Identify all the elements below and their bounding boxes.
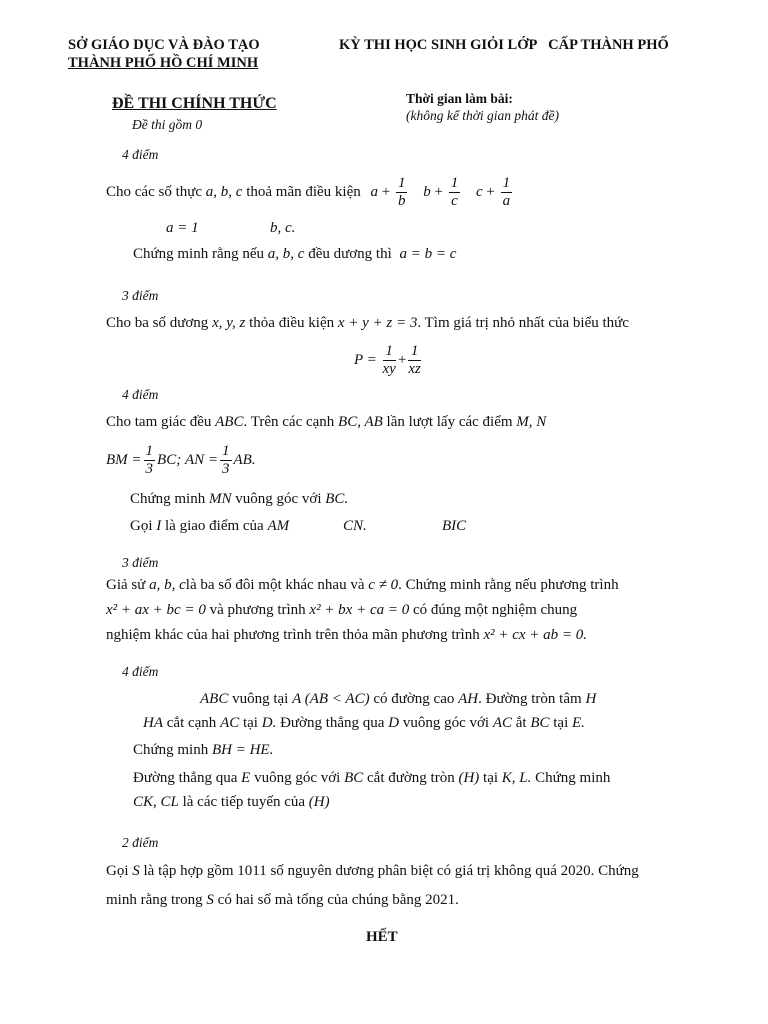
q1-frac-1-den: b: [397, 193, 406, 210]
q6-l2a: minh rằng trong: [106, 892, 203, 908]
q1-cond: thoả mãn điều kiện: [246, 184, 361, 200]
q1-op-1: +: [381, 184, 391, 200]
q2-cond: thỏa điều kiện: [249, 315, 335, 331]
q3-ab: AB.: [233, 452, 256, 468]
q5-part-b-line-2: [133, 794, 330, 811]
q3-b-cn: CN.: [343, 518, 367, 534]
q2-frac-2-den: xz: [408, 361, 421, 378]
q3-a-pre: Chứng minh: [130, 491, 206, 507]
q5-b1h: K, L.: [501, 770, 532, 786]
q5-b1i: Chứng minh: [535, 770, 611, 786]
q5-l2e: D.: [261, 715, 277, 731]
q3-b-am: AM: [267, 518, 290, 534]
q4-l1d: . Chứng minh rằng nếu phương trình: [398, 577, 619, 593]
end-marker: HẾT: [366, 929, 398, 945]
q5-part-a: [133, 742, 273, 759]
q1-prove-mid: đều dương thì: [308, 246, 392, 262]
q1-op-2: +: [434, 184, 443, 200]
q2-frac-1-den: xy: [382, 361, 396, 378]
q5-b1b: E: [241, 770, 251, 786]
q1-term-1: a: [370, 184, 379, 200]
q5-l2a: HA: [143, 715, 163, 731]
q5-b2a: CK, CL: [133, 794, 179, 810]
q6-l2b: S: [206, 892, 214, 908]
q3-part-a: [130, 491, 348, 508]
q5-l1e: . Đường tròn tâm: [478, 691, 582, 707]
q4-line-2: [106, 602, 577, 619]
q5-l1c: có đường cao: [373, 691, 455, 707]
q2-ask: . Tìm giá trị nhỏ nhất của biểu thức: [417, 315, 629, 331]
q1-vars: a, b, c: [205, 184, 243, 200]
q4-eq-1: x² + ax + bc = 0: [106, 602, 206, 618]
q5-b2b: là các tiếp tuyến của: [182, 794, 306, 810]
q4-points: 3 điểm: [122, 555, 159, 570]
q5-line-1: [200, 691, 596, 708]
q4-line-3: [106, 627, 587, 644]
q5-l1a: vuông tại: [232, 691, 289, 707]
q3-frac-2: [220, 443, 232, 478]
q3-b-i: I: [156, 518, 162, 534]
q5-l2k: BC: [530, 715, 550, 731]
q5-b1f: (H): [458, 770, 480, 786]
q4-eq-2: x² + bx + ca = 0: [309, 602, 410, 618]
q1-frac-3: [501, 175, 513, 210]
q6-points: 2 điểm: [122, 835, 159, 850]
q5-l2g: D: [388, 715, 400, 731]
q5-l1d: AH: [458, 691, 479, 707]
q3-line-1: [106, 414, 546, 431]
q5-l2l: tại: [553, 715, 569, 731]
exam-title-text: KỲ THI HỌC SINH GIỎI LỚP: [339, 37, 537, 53]
q1-prove: [133, 246, 456, 263]
q3-line-2: [106, 440, 256, 480]
q3-sides: BC, AB: [338, 414, 383, 430]
q3-frac-2-num: 1: [222, 443, 230, 460]
official-label: ĐỀ THI CHÍNH THỨC: [112, 95, 277, 112]
q2-points: 3 điểm: [122, 288, 159, 303]
q3-part-b: [130, 518, 289, 535]
q2-frac-2: [408, 343, 421, 378]
time-note: (không kể thời gian phát đề): [406, 108, 560, 123]
q5-tri: ABC: [200, 691, 229, 707]
q4-l1v: a, b, c: [149, 577, 186, 593]
q3-a-mid: vuông góc với: [235, 491, 322, 507]
q5-l1f: H: [585, 691, 597, 707]
q5-l2j: ắt: [515, 715, 527, 731]
q3-a-mn: MN: [208, 491, 232, 507]
q1-bc: b, c.: [270, 220, 296, 236]
q4-l2b: và phương trình: [209, 602, 306, 618]
q2-frac-1: [383, 343, 396, 378]
q1-intro: Cho các số thực: [106, 184, 203, 200]
q2-p: P =: [354, 352, 377, 368]
q3-b-mid: là giao điểm của: [165, 518, 264, 534]
q3-an: AN =: [184, 452, 218, 468]
q1-term-2: b: [423, 184, 431, 200]
q3-bc: BC;: [157, 452, 182, 468]
q4-l1c: c ≠ 0: [368, 577, 399, 593]
q1-frac-1: [396, 175, 408, 210]
q3-frac-2-den: 3: [222, 461, 230, 478]
time-label: Thời gian làm bài:: [406, 91, 513, 106]
q5-a-eq: BH = HE.: [211, 742, 274, 758]
exam-title: [339, 37, 669, 54]
q5-l2h: vuông góc với: [402, 715, 490, 731]
q2-vars: x, y, z: [212, 315, 246, 331]
q1-points: 4 điểm: [122, 147, 159, 162]
q5-b1g: tại: [483, 770, 499, 786]
q5-l2c: AC: [220, 715, 240, 731]
q3-b-pre: Gọi: [130, 518, 153, 534]
q5-points: 4 điểm: [122, 664, 159, 679]
q5-l2f: Đường thẳng qua: [280, 715, 385, 731]
q1-prove-eq: a = b = c: [399, 246, 457, 262]
q1-frac-3-den: a: [502, 193, 511, 210]
q1-frac-2-den: c: [451, 193, 458, 210]
q5-l2i: AC: [492, 715, 512, 731]
q1-line-1: [106, 172, 514, 212]
q5-b2c: (H): [308, 794, 330, 810]
q5-part-b-line-1: [133, 770, 610, 787]
q3-frac-1-num: 1: [145, 443, 154, 460]
q5-l1b: A (AB < AC): [292, 691, 370, 707]
q1-frac-2: [449, 175, 461, 210]
q5-b1c: vuông góc với: [254, 770, 341, 786]
exam-level: CẤP THÀNH PHỐ: [548, 37, 669, 53]
q4-line-1: [106, 577, 619, 594]
q2-plus: +: [397, 352, 407, 368]
q5-b1e: cắt đường tròn: [367, 770, 455, 786]
q1-prove-text: Chứng minh rằng nếu: [133, 246, 265, 262]
q5-a-pre: Chứng minh: [133, 742, 209, 758]
q4-l1b: là ba số đôi một khác nhau và: [185, 577, 365, 593]
q4-l3a: nghiệm khác của hai phương trình trên thỏa mãn phương trình: [106, 627, 480, 643]
q2-line-1: [106, 315, 629, 332]
q4-eq-3: x² + cx + ab = 0.: [483, 627, 588, 643]
q2-intro: Cho ba số dương: [106, 315, 209, 331]
page-count: Đề thi gồm 0: [132, 117, 203, 132]
q3-mid: . Trên các cạnh: [243, 414, 335, 430]
q6-l1c: là tập hợp gồm 1011 số nguyên dương phân biệt có giá trị không quá 2020. Chứng: [143, 863, 639, 879]
q3-take: lần lượt lấy các điểm: [386, 414, 513, 430]
q5-line-2: [143, 715, 585, 732]
q5-l2m: E.: [572, 715, 585, 731]
q1-a-eq: a = 1: [166, 220, 199, 236]
q3-tri: ABC: [215, 414, 244, 430]
q5-b1d: BC: [344, 770, 364, 786]
q5-b1a: Đường thẳng qua: [133, 770, 238, 786]
q3-pts: M, N: [516, 414, 547, 430]
q1-frac-2-num: 1: [450, 175, 459, 192]
q3-a-bc: BC.: [325, 491, 349, 507]
q3-points: 4 điểm: [122, 387, 159, 402]
department-line-1: SỞ GIÁO DỤC VÀ ĐÀO TẠO: [68, 37, 260, 53]
q1-term-3: c: [475, 184, 483, 200]
q4-l2c: có đúng một nghiệm chung: [413, 602, 578, 618]
q2-expression: [354, 340, 423, 380]
q3-b-bic: BIC: [442, 518, 467, 534]
q3-bm: BM =: [106, 452, 142, 468]
q6-l2c: có hai số mà tổng của chúng bằng 2021.: [217, 892, 459, 908]
q3-intro: Cho tam giác đều: [106, 414, 212, 430]
department-line-2: THÀNH PHỐ HỒ CHÍ MINH: [68, 55, 259, 71]
q2-eq: x + y + z = 3: [337, 315, 418, 331]
q6-l1a: Gọi: [106, 863, 129, 879]
q5-l2d: tại: [242, 715, 258, 731]
q5-l2b: cắt cạnh: [166, 715, 217, 731]
q6-line-2: [106, 892, 459, 909]
q1-prove-vars: a, b, c: [267, 246, 305, 262]
q6-l1b: S: [132, 863, 140, 879]
q2-frac-2-num: 1: [408, 343, 421, 361]
q3-frac-1-den: 3: [145, 461, 154, 478]
q3-frac-1: [144, 443, 156, 478]
q2-frac-1-num: 1: [383, 343, 396, 361]
q4-l1a: Giả sử: [106, 577, 146, 593]
q1-frac-3-num: 1: [502, 175, 511, 192]
q1-op-3: +: [486, 184, 495, 200]
q1-frac-1-num: 1: [397, 175, 406, 192]
q6-line-1: [106, 863, 639, 880]
